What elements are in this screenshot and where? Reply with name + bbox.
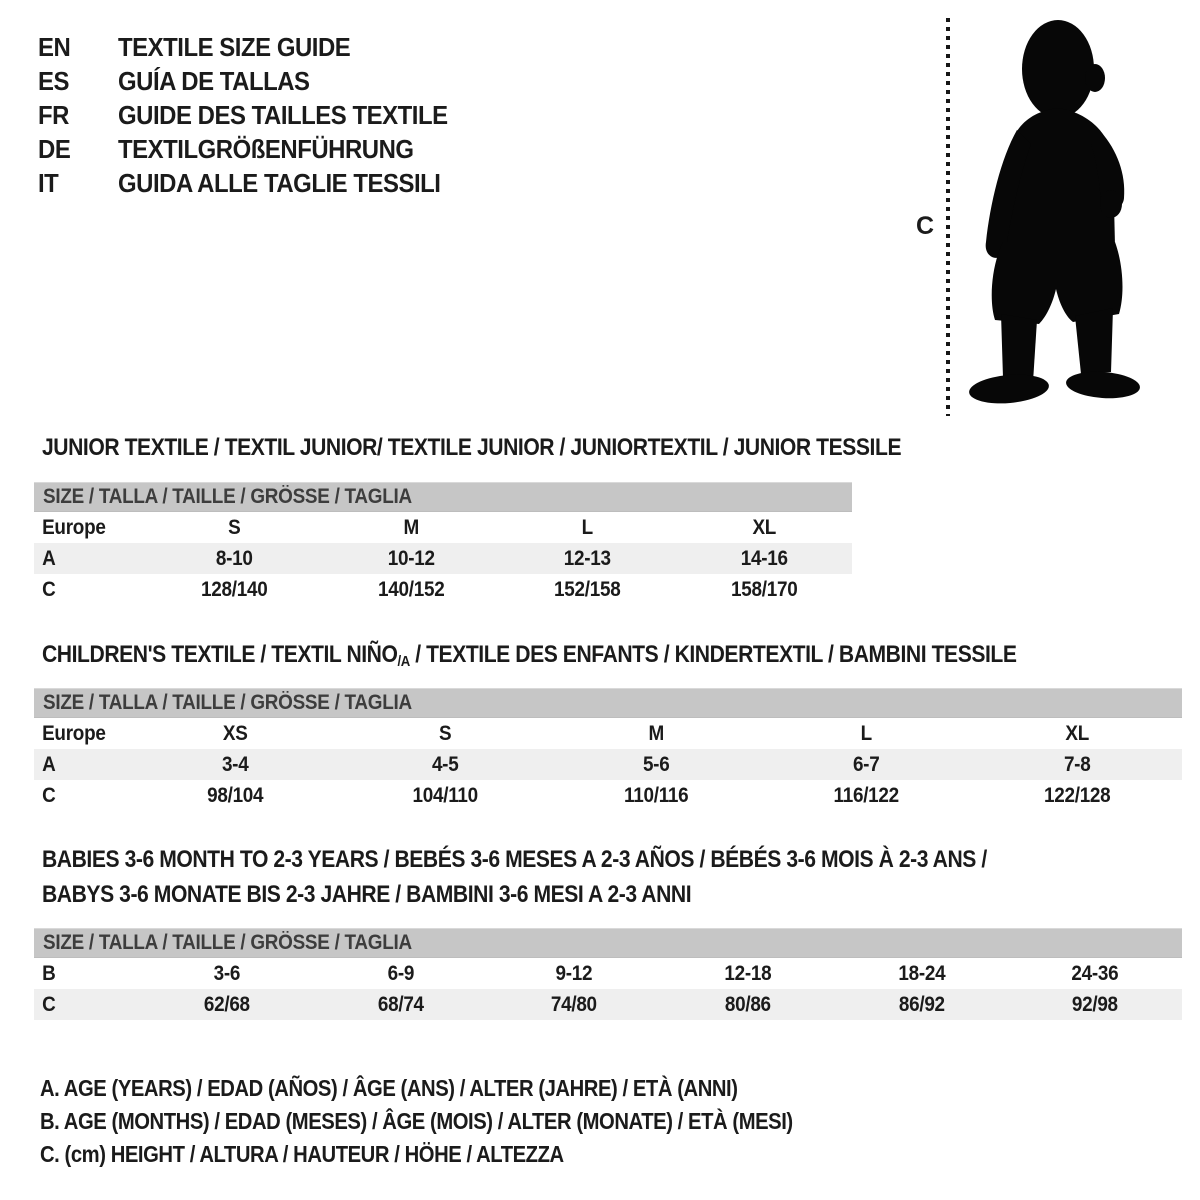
row-label: B [42,961,56,985]
junior-section-title: JUNIOR TEXTILE / TEXTIL JUNIOR/ TEXTILE JUNIOR / JUNIORTEXTIL / JUNIOR TESSILE [42,434,902,461]
cell: 12-13 [563,546,611,570]
cell: 74/80 [551,992,598,1016]
cell: 62/68 [203,992,250,1016]
cell: XL [1065,721,1089,745]
children-section-title [42,641,1017,670]
row-label: Europe [42,721,106,745]
cell: 116/122 [833,783,900,807]
table-row [34,780,1182,811]
cell: M [403,515,419,539]
lang-title: TEXTILE SIZE GUIDE [118,31,351,62]
row-label: C [42,577,56,601]
lang-code: FR [38,99,69,130]
legend-line-b [40,1105,895,1138]
cell: 14-16 [740,546,788,570]
cell: 3-6 [213,961,241,985]
cell: 92/98 [1072,992,1119,1016]
row-label: C [42,992,56,1016]
size-header-label: SIZE / TALLA / TAILLE / GRÖSSE / TAGLIA [43,691,412,714]
lang-title: GUIDA ALLE TAGLIE TESSILI [118,167,441,198]
cell: 5-6 [642,752,670,776]
children-title-suffix: / TEXTILE DES ENFANTS / KINDERTEXTIL / BAMBINI TESSILE [409,641,1017,668]
lang-title: GUIDE DES TAILLES TEXTILE [118,99,448,130]
table-row [34,749,1182,780]
babies-section-title-line1: BABIES 3-6 MONTH TO 2-3 YEARS / BEBÉS 3-6 MESES A 2-3 AÑOS / BÉBÉS 3-6 MOIS À 2-3 ANS / [42,846,987,873]
cell: 152/158 [554,577,621,601]
table-row [34,958,1182,989]
cell: XS [222,721,248,745]
junior-size-table [34,482,852,605]
height-measure-dashed-line [946,18,950,416]
legend-line-c [40,1138,895,1171]
row-label: Europe [42,515,106,539]
cell: 7-8 [1063,752,1091,776]
cell: 18-24 [898,961,946,985]
lang-row-en [38,30,476,64]
cell: 24-36 [1071,961,1119,985]
lang-row-de [38,132,476,166]
cell: 6-7 [853,752,880,776]
table-row [34,574,852,605]
lang-row-fr [38,98,476,132]
babies-table-header-bar [34,928,1182,958]
cell: 128/140 [201,577,268,601]
cell: 3-4 [221,752,249,776]
children-title-sub: /A [397,653,410,670]
lang-title: TEXTILGRÖßENFÜHRUNG [118,133,414,164]
size-header-label: SIZE / TALLA / TAILLE / GRÖSSE / TAGLIA [43,485,412,508]
cell: S [228,515,241,539]
cell: 12-18 [724,961,772,985]
children-table-header-bar [34,688,1182,718]
junior-table-header-bar [34,482,852,512]
row-label: A [42,752,56,776]
toddler-silhouette [963,12,1141,414]
cell: 122/128 [1043,783,1111,807]
children-size-table [34,688,1182,811]
cell: 140/152 [377,577,444,601]
cell: 104/110 [412,783,479,807]
lang-code: IT [38,167,59,198]
cell: XL [751,515,776,539]
legend-line-a [40,1072,895,1105]
legend-text-b: B. AGE (MONTHS) / EDAD (MESES) / ÂGE (MOIS) / ALTER (MONATE) / ETÀ (MESI) [40,1108,793,1134]
legend-text-a: A. AGE (YEARS) / EDAD (AÑOS) / ÂGE (ANS) / ALTER (JAHRE) / ETÀ (ANNI) [40,1075,738,1101]
cell: 86/92 [898,992,945,1016]
babies-size-table [34,928,1182,1020]
lang-row-it [38,166,476,200]
babies-section-title-line2: BABYS 3-6 MONATE BIS 2-3 JAHRE / BAMBINI 3-6 MESI A 2-3 ANNI [42,881,692,908]
cell: 158/170 [730,577,797,601]
cell: S [439,721,452,745]
cell: M [648,721,664,745]
language-header [38,30,476,200]
cell: 4-5 [432,752,459,776]
lang-code: DE [38,133,71,164]
cell: L [860,721,873,745]
row-label: A [42,546,56,570]
size-header-label: SIZE / TALLA / TAILLE / GRÖSSE / TAGLIA [43,931,412,954]
cell: 6-9 [387,961,414,985]
table-row [34,989,1182,1020]
cell: L [581,515,593,539]
cell: 10-12 [387,546,435,570]
cell: 80/86 [724,992,771,1016]
legend [40,1072,895,1171]
children-title-prefix: CHILDREN'S TEXTILE / TEXTIL NIÑO [42,641,398,668]
lang-code: EN [38,31,71,62]
cell: 9-12 [555,961,593,985]
cell: 98/104 [207,783,264,807]
lang-title: GUÍA DE TALLAS [118,65,310,96]
table-row [34,512,852,543]
lang-row-es [38,64,476,98]
cell: 68/74 [377,992,424,1016]
table-row [34,718,1182,749]
cell: 8-10 [215,546,253,570]
table-row [34,543,852,574]
row-label: C [42,783,56,807]
measure-c-label: C [916,212,935,240]
legend-text-c: C. (cm) HEIGHT / ALTURA / HAUTEUR / HÖHE / ALTEZZA [40,1141,564,1167]
lang-code: ES [38,65,69,96]
cell: 110/116 [623,783,689,807]
